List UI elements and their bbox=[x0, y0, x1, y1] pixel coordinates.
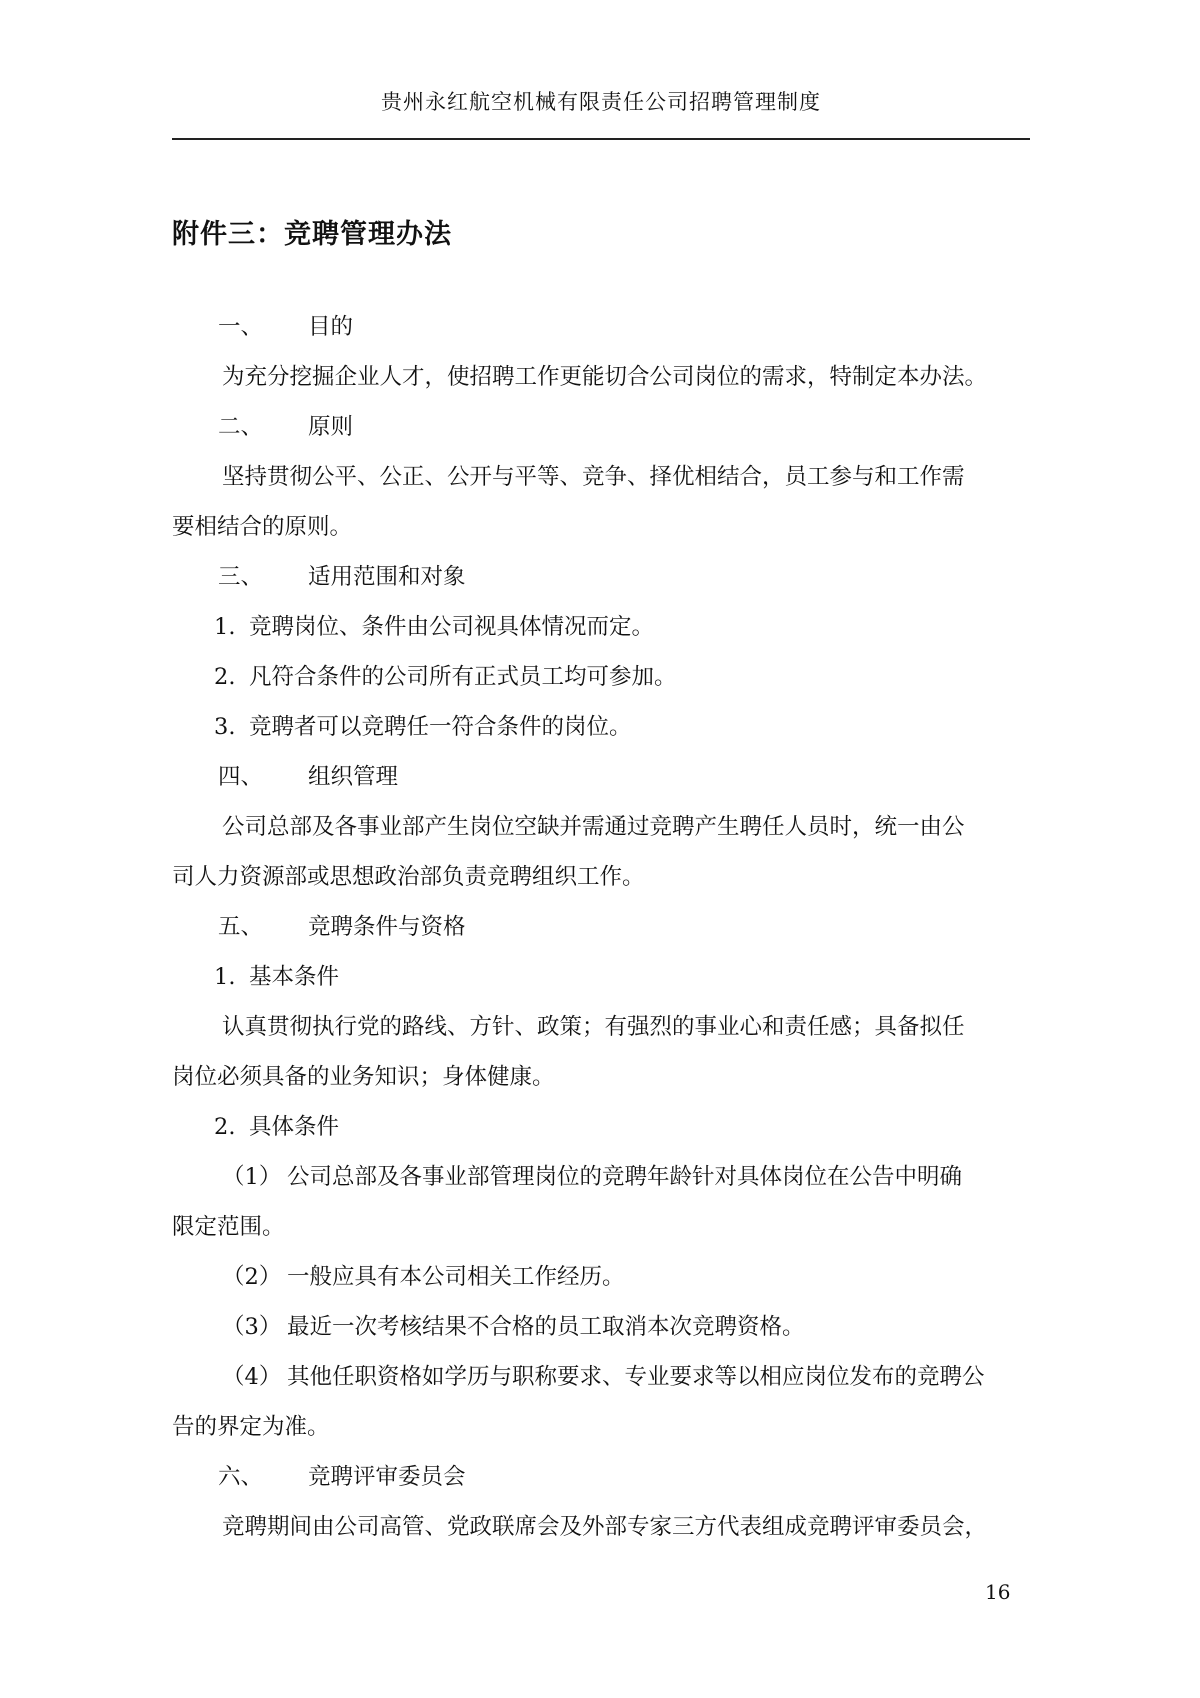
item-number: 3. bbox=[214, 714, 236, 740]
paragraph-principle-line-2: 要相结合的原则。 bbox=[172, 514, 353, 540]
sub-item bbox=[172, 1302, 1032, 1352]
section-heading-4 bbox=[172, 752, 1032, 802]
sub-item-number: （1） bbox=[222, 1164, 282, 1190]
section-title: 竞聘评审委员会 bbox=[308, 1464, 466, 1490]
paragraph-organization-line-2: 司人力资源部或思想政治部负责竞聘组织工作。 bbox=[172, 864, 645, 890]
item-text: 基本条件 bbox=[249, 964, 340, 990]
sub-item-number: （2） bbox=[222, 1264, 282, 1290]
section-number: 四、 bbox=[218, 764, 264, 790]
sub-item-continuation: 限定范围。 bbox=[172, 1214, 285, 1240]
sub-item bbox=[172, 1352, 1032, 1402]
sub-item-text: 最近一次考核结果不合格的员工取消本次竞聘资格。 bbox=[287, 1314, 805, 1340]
section-number: 一、 bbox=[218, 314, 264, 340]
section-number: 五、 bbox=[218, 914, 264, 940]
section-title: 竞聘条件与资格 bbox=[308, 914, 466, 940]
item-text: 具体条件 bbox=[249, 1114, 340, 1140]
sub-item-text: 其他任职资格如学历与职称要求、专业要求等以相应岗位发布的竞聘公 bbox=[287, 1364, 985, 1390]
page-number: 16 bbox=[985, 1580, 1011, 1604]
paragraph-purpose: 为充分挖掘企业人才，使招聘工作更能切合公司岗位的需求，特制定本办法。 bbox=[222, 364, 988, 390]
list-item bbox=[172, 1102, 1032, 1152]
item-number: 1. bbox=[214, 614, 236, 640]
section-title: 目的 bbox=[308, 314, 354, 340]
header-rule bbox=[172, 138, 1030, 140]
sub-item-text: 一般应具有本公司相关工作经历。 bbox=[287, 1264, 625, 1290]
section-title: 组织管理 bbox=[308, 764, 399, 790]
document-title: 附件三：竞聘管理办法 bbox=[172, 219, 452, 250]
section-heading-5 bbox=[172, 902, 1032, 952]
item-text: 凡符合条件的公司所有正式员工均可参加。 bbox=[249, 664, 677, 690]
section-title: 原则 bbox=[308, 414, 354, 440]
sub-item bbox=[172, 1152, 1032, 1202]
list-item bbox=[172, 652, 1032, 702]
section-heading-2 bbox=[172, 402, 1032, 452]
sub-item-number: （4） bbox=[222, 1364, 282, 1390]
sub-item-continuation: 告的界定为准。 bbox=[172, 1414, 330, 1440]
section-number: 二、 bbox=[218, 414, 264, 440]
list-item bbox=[172, 602, 1032, 652]
paragraph-principle-line-1: 坚持贯彻公平、公正、公开与平等、竞争、择优相结合，员工参与和工作需 bbox=[222, 464, 965, 490]
sub-item bbox=[172, 1252, 1032, 1302]
running-header: 贵州永红航空机械有限责任公司招聘管理制度 bbox=[381, 90, 821, 114]
paragraph-committee-line-1: 竞聘期间由公司高管、党政联席会及外部专家三方代表组成竞聘评审委员会， bbox=[222, 1514, 988, 1540]
sub-item-text: 公司总部及各事业部管理岗位的竞聘年龄针对具体岗位在公告中明确 bbox=[287, 1164, 963, 1190]
item-text: 竞聘者可以竞聘任一符合条件的岗位。 bbox=[249, 714, 632, 740]
paragraph-organization-line-1: 公司总部及各事业部产生岗位空缺并需通过竞聘产生聘任人员时，统一由公 bbox=[222, 814, 965, 840]
item-text: 竞聘岗位、条件由公司视具体情况而定。 bbox=[249, 614, 655, 640]
document-body bbox=[172, 302, 1032, 1552]
paragraph-basic-conditions-line-2: 岗位必须具备的业务知识；身体健康。 bbox=[172, 1064, 555, 1090]
paragraph-basic-conditions-line-1: 认真贯彻执行党的路线、方针、政策；有强烈的事业心和责任感；具备拟任 bbox=[222, 1014, 965, 1040]
section-number: 六、 bbox=[218, 1464, 264, 1490]
item-number: 2. bbox=[214, 1114, 236, 1140]
section-number: 三、 bbox=[218, 564, 264, 590]
sub-item-number: （3） bbox=[222, 1314, 282, 1340]
list-item bbox=[172, 702, 1032, 752]
section-heading-3 bbox=[172, 552, 1032, 602]
section-heading-1 bbox=[172, 302, 1032, 352]
section-heading-6 bbox=[172, 1452, 1032, 1502]
list-item bbox=[172, 952, 1032, 1002]
item-number: 2. bbox=[214, 664, 236, 690]
item-number: 1. bbox=[214, 964, 236, 990]
section-title: 适用范围和对象 bbox=[308, 564, 466, 590]
